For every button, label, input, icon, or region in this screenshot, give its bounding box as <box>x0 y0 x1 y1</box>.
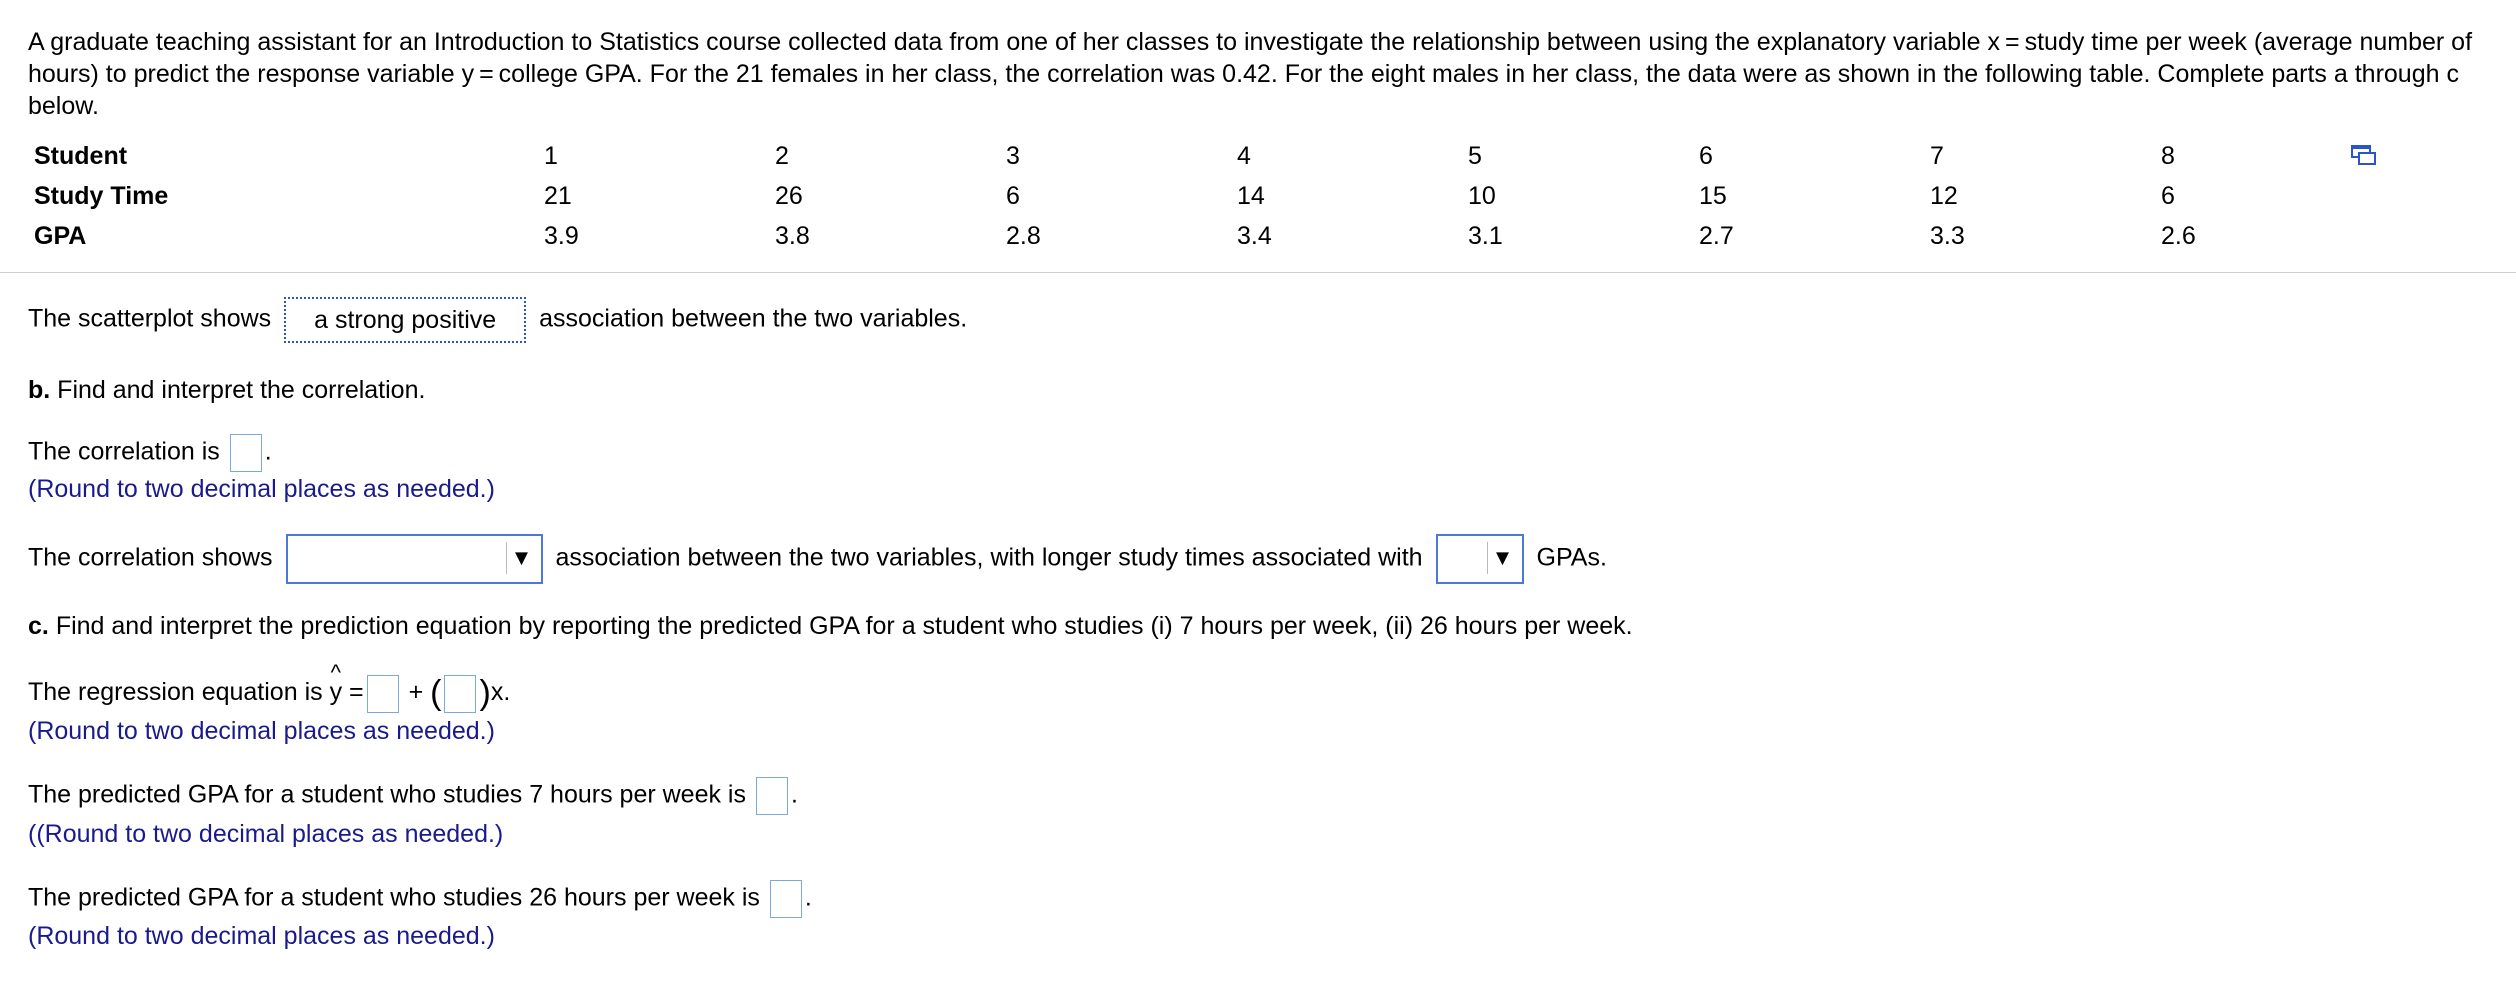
hat-symbol: ^ <box>330 660 341 686</box>
table-cell: 4 <box>1237 141 1251 170</box>
period: . <box>790 780 798 809</box>
scatter-answer-dropdown[interactable]: a strong positive <box>284 297 526 343</box>
x-variable: x. <box>490 678 511 707</box>
dropdown-arrow-icon: ▼ <box>1487 542 1518 574</box>
table-cell: 6 <box>1699 141 1713 170</box>
shows-prefix: The correlation shows <box>28 543 273 572</box>
association-dropdown[interactable] <box>286 534 543 584</box>
table-cell: 3.3 <box>1930 221 1965 250</box>
table-cell: 3 <box>1006 141 1020 170</box>
y-hat-symbol <box>329 660 343 707</box>
gpa-level-dropdown[interactable] <box>1436 534 1524 584</box>
part-b-heading <box>28 376 425 405</box>
table-cell: 14 <box>1237 181 1265 210</box>
period: . <box>264 437 272 466</box>
round-hint: (Round to two decimal places as needed.) <box>28 475 495 503</box>
data-table <box>28 136 2392 256</box>
intercept-input[interactable] <box>367 675 399 713</box>
table-cell: 2.7 <box>1699 221 1734 250</box>
table-cell: 3.9 <box>544 221 579 250</box>
equals-sign: = <box>349 678 364 707</box>
copy-table-icon[interactable] <box>2349 142 2379 168</box>
table-cell: 2.6 <box>2161 221 2196 250</box>
part-c-heading <box>28 612 1633 641</box>
part-c-text: Find and interpret the prediction equation by reporting the predicted GPA for a student who studies (i) 7 hours per week, (ii) 26 hours per week. <box>55 612 1633 640</box>
table-cell: 3.8 <box>775 221 810 250</box>
correlation-statement <box>28 434 272 472</box>
table-cell: 1 <box>544 141 558 170</box>
period: . <box>804 883 812 912</box>
table-cell: 6 <box>1006 181 1020 210</box>
table-cell: 10 <box>1468 181 1496 210</box>
predicted-gpa-26-input[interactable] <box>770 880 802 918</box>
pred7-prefix: The predicted GPA for a student who studies 7 hours per week is <box>28 780 746 809</box>
table-row <box>28 216 2392 256</box>
section-divider <box>0 272 2516 273</box>
part-b-label: b. <box>28 376 51 404</box>
table-cell: 26 <box>775 181 803 210</box>
table-cell: 8 <box>2161 141 2175 170</box>
table-cell: 3.1 <box>1468 221 1503 250</box>
part-b-text: Find and interpret the correlation. <box>57 376 426 404</box>
pred7-round-hint: ((Round to two decimal places as needed.) <box>28 820 504 848</box>
open-paren: ( <box>430 674 442 712</box>
shows-suffix: GPAs. <box>1536 543 1607 572</box>
scatter-prefix: The scatterplot shows <box>28 304 272 333</box>
part-c-label: c. <box>28 612 49 640</box>
slope-input[interactable] <box>444 675 476 713</box>
close-paren: ) <box>479 674 491 712</box>
correlation-prefix: The correlation is <box>28 437 220 466</box>
problem-intro: A graduate teaching assistant for an Introduction to Statistics course collected data from one of her classes to investigate the relationship between using the explanatory variable x = study time per week (average number of hours) to predict the response variable y = college GPA. For the 21 females in her class, the correlation was 0.42. For the eight males in her class, the data were as shown in the following table. Complete parts a through c below. <box>28 28 2473 120</box>
table-row <box>28 136 2392 176</box>
table-cell: 15 <box>1699 181 1727 210</box>
predicted-26-statement <box>28 880 812 918</box>
shows-middle: association between the two variables, with longer study times associated with <box>555 543 1423 572</box>
table-cell: 5 <box>1468 141 1482 170</box>
scatter-statement <box>28 297 967 343</box>
table-cell: 7 <box>1930 141 1944 170</box>
scatter-suffix: association between the two variables. <box>539 304 968 333</box>
table-cell: 6 <box>2161 181 2175 210</box>
table-cell: 21 <box>544 181 572 210</box>
table-row <box>28 176 2392 216</box>
table-cell: 2.8 <box>1006 221 1041 250</box>
predicted-gpa-7-input[interactable] <box>756 777 788 815</box>
correlation-shows-statement <box>28 534 1607 584</box>
predicted-7-statement <box>28 777 798 815</box>
row-label-study-time: Study Time <box>34 181 169 210</box>
y-variable: y <box>329 678 343 707</box>
regression-round-hint: (Round to two decimal places as needed.) <box>28 717 495 745</box>
table-cell: 3.4 <box>1237 221 1272 250</box>
row-label-student: Student <box>34 141 128 170</box>
dropdown-arrow-icon: ▼ <box>506 542 537 574</box>
table-cell: 12 <box>1930 181 1958 210</box>
correlation-input[interactable] <box>230 434 262 472</box>
pred26-round-hint: (Round to two decimal places as needed.) <box>28 922 495 950</box>
regression-statement <box>28 660 511 713</box>
plus-sign: + <box>408 678 424 707</box>
regression-prefix: The regression equation is <box>28 678 323 707</box>
table-cell: 2 <box>775 141 789 170</box>
row-label-gpa: GPA <box>34 221 87 250</box>
pred26-prefix: The predicted GPA for a student who studies 26 hours per week is <box>28 883 760 912</box>
